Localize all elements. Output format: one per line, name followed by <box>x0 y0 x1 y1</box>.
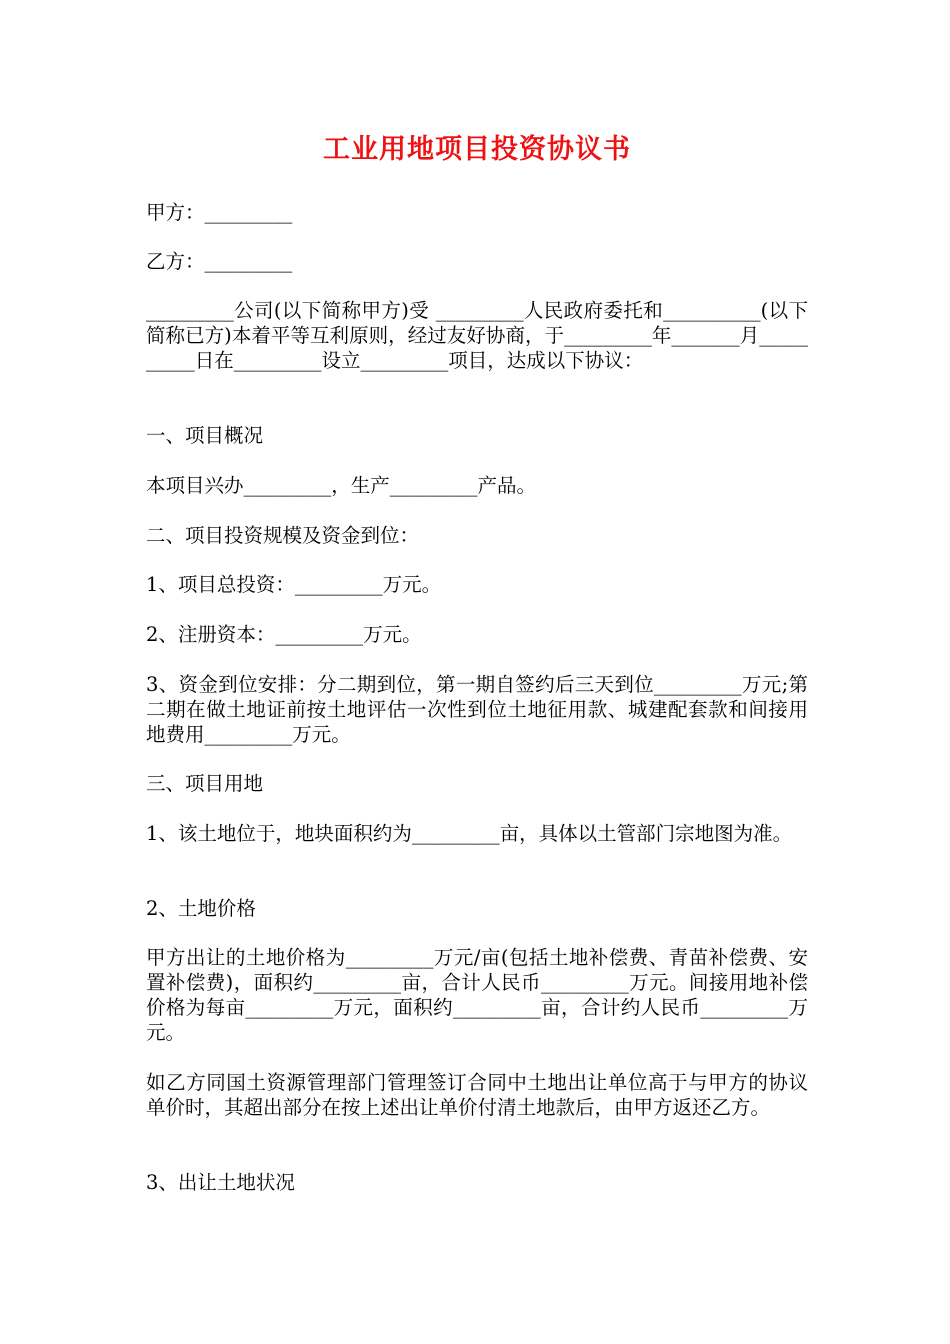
registered-capital-line: 2、注册资本：_________万元。 <box>146 623 422 646</box>
document-title: 工业用地项目投资协议书 <box>323 134 631 165</box>
land-location-paragraph: 1、该土地位于，地块面积约为_________亩，具体以土管部门宗地图为准。 <box>146 822 793 845</box>
subheading-land-price: 2、土地价格 <box>146 897 256 920</box>
refund-clause-paragraph: 如乙方同国土资源管理部门管理签订合同中土地出让单位高于与甲方的协议单价时，其超出部分在按上述出让单价付清土地款后，由甲方返还乙方。 <box>146 1071 808 1119</box>
total-investment-line: 1、项目总投资：_________万元。 <box>146 573 442 596</box>
preamble-paragraph: _________公司(以下简称甲方)受 _________人民政府委托和__________(以下简称已方)本着平等互利原则，经过友好协商，于_________年_______月__________日在_________设立_________项目，达成以下协议： <box>146 299 808 372</box>
section-heading-project-land: 三、项目用地 <box>146 772 264 795</box>
party-b-line: 乙方：_________ <box>146 250 293 273</box>
project-overview-paragraph: 本项目兴办_________，生产_________产品。 <box>146 474 537 497</box>
funding-arrangement-paragraph: 3、资金到位安排：分二期到位，第一期自签约后三天到位_________万元;第二期在做土地证前按土地评估一次性到位土地征用款、城建配套款和间接用地费用_________万元。 <box>146 673 808 746</box>
land-price-paragraph: 甲方出让的土地价格为_________万元/亩(包括土地补偿费、青苗补偿费、安置补偿费)，面积约_________亩，合计人民币_________万元。间接用地补偿价格为每亩_________万元，面积约_________亩，合计约人民币_________万元。 <box>146 946 808 1044</box>
party-a-line: 甲方：_________ <box>146 201 293 224</box>
section-heading-project-overview: 一、项目概况 <box>146 424 264 447</box>
subheading-land-status: 3、出让土地状况 <box>146 1171 295 1194</box>
section-heading-investment-scale: 二、项目投资规模及资金到位： <box>146 524 420 547</box>
